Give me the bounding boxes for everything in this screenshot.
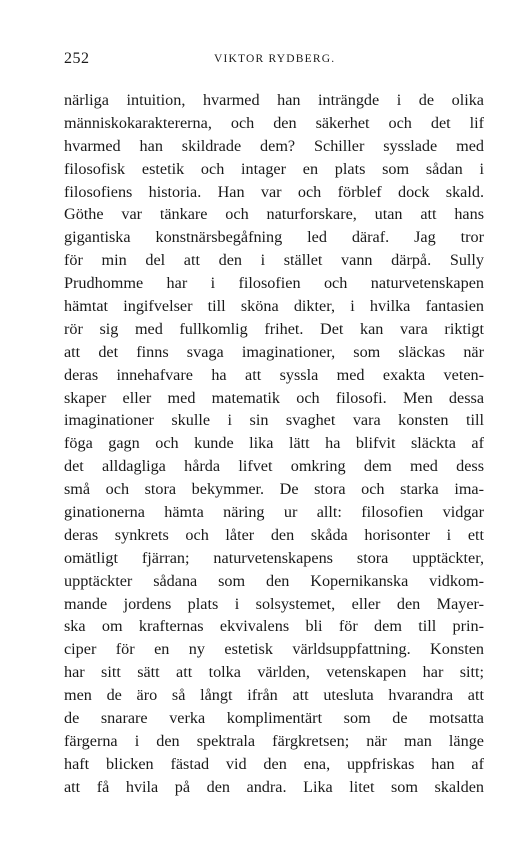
text-line: deras innehafvare ha att syssla med exakta veten- [64,365,484,384]
text-line: men de äro så långt ifrån att utesluta hvarandra att [64,686,484,705]
text-line: upptäckter sådana som den Kopernikanska vidkom- [64,571,484,590]
text-line: hvarmed han skildrade dem? Schiller sysslade med [64,136,484,155]
text-line: små och stora bekymmer. De stora och starka ima- [64,480,484,499]
text-line: mande jordens plats i solsystemet, eller den Mayer- [64,594,484,613]
text-line: rör sig med fullkomlig frihet. Det kan vara riktigt [64,319,484,338]
text-line: deras synkrets och låter den skåda horisonter i ett [64,525,484,544]
page-number: 252 [64,50,90,67]
text-line: omätligt fjärran; naturvetenskapens stora upptäckter, [64,548,484,567]
running-head: VIKTOR RYDBERG. [214,53,336,65]
text-line: hämtat ingifvelser till sköna dikter, i hvilka fantasien [64,297,484,316]
book-page [64,50,484,796]
text-line: färgerna i den spektrala färgkretsen; när man länge [64,731,484,750]
page-header [64,50,484,74]
text-line: haft blicken fästad vid den ena, uppfriskas han af [64,754,484,773]
text-line: det alldagliga hårda lifvet omkring dem med dess [64,457,484,476]
text-line: att det finns svaga imaginationer, som släckas när [64,342,484,361]
text-line: Göthe var tänkare och naturforskare, utan att hans [64,205,484,224]
text-line: skaper eller med matematik och filosofi. Men dessa [64,388,484,407]
text-line: Prudhomme har i filosofien och naturvetenskapen [64,274,484,293]
text-line: ciper för en ny estetisk världsuppfattning. Konsten [64,640,484,659]
text-line: ska om krafternas ekvivalens bli för dem till prin- [64,617,484,636]
text-line: har sitt sätt att tolka världen, vetenskapen har sitt; [64,663,484,682]
text-line: att få hvila på den andra. Lika litet som skalden [64,777,484,796]
body-text [64,89,484,799]
text-line: ginationerna hämta näring ur allt: filosofien vidgar [64,503,484,522]
text-line: imaginationer skulle i sin svaghet vara konsten till [64,411,484,430]
text-line: föga gagn och kunde lika lätt ha blifvit släckta af [64,434,484,453]
text-line: de snarare verka komplimentärt som de motsatta [64,709,484,728]
text-line: människokaraktererna, och den säkerhet och det lif [64,113,484,132]
text-line: filosofisk estetik och intager en plats som sådan i [64,159,484,178]
text-line: filosofiens historia. Han var och förblef dock skald. [64,182,484,201]
text-line: för min del att den i stället vann därpå. Sully [64,251,484,270]
text-line: närliga intuition, hvarmed han inträngde i de olika [64,91,484,109]
text-line: gigantiska konstnärsbegåfning led däraf. Jag tror [64,228,484,247]
